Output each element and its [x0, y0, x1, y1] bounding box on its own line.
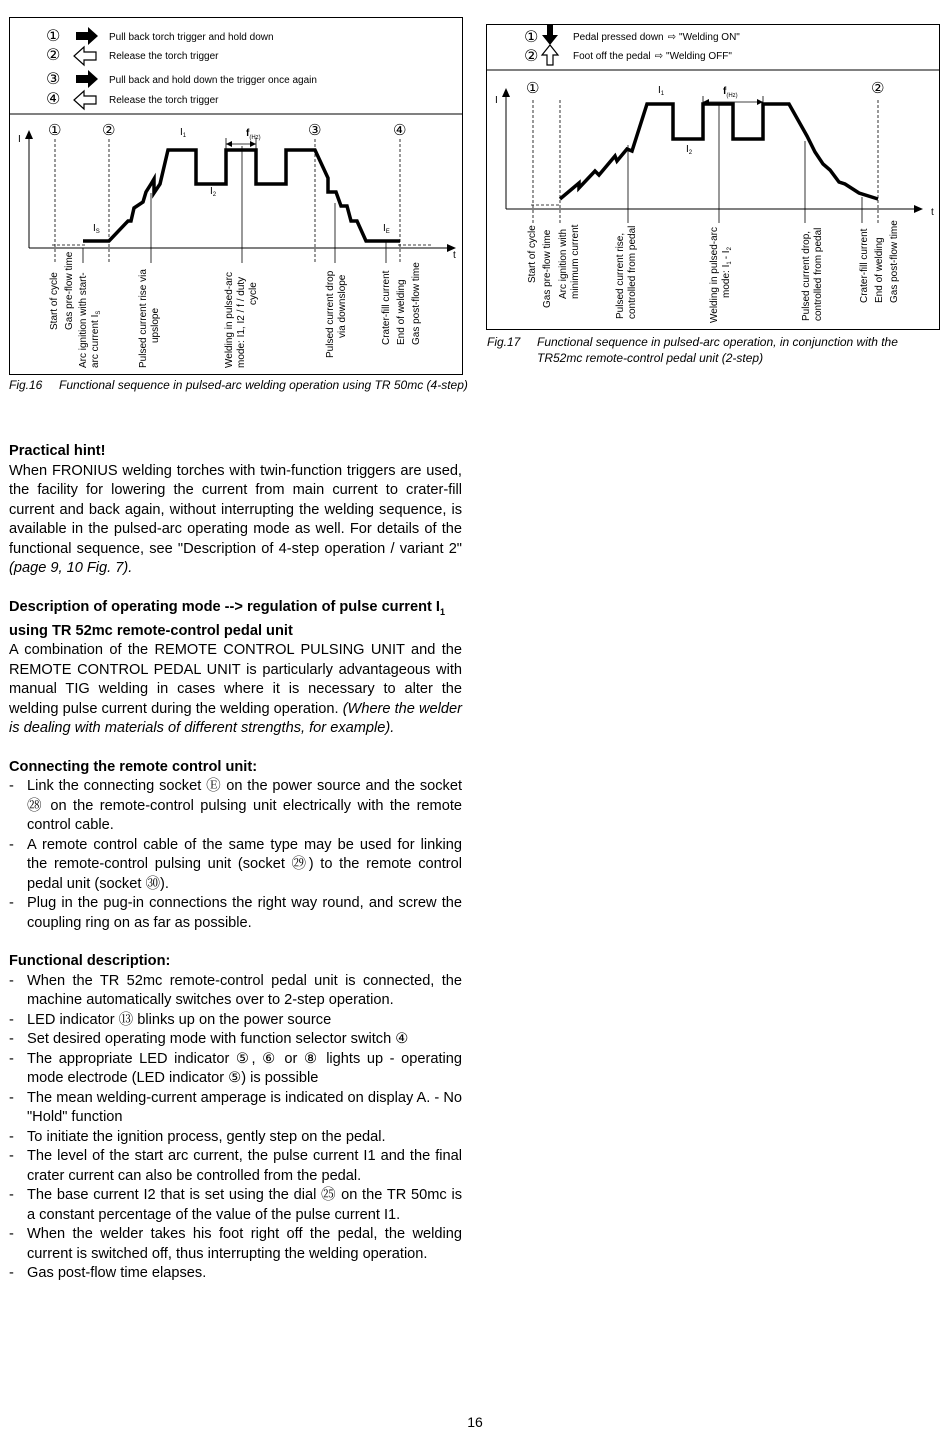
fig16-legend-num-2: ②	[46, 47, 61, 64]
fig16-legend-num-4: ④	[46, 91, 61, 108]
fig17-vlabel-crater: Crater-fill current End of welding Gas post-flow time	[859, 220, 900, 303]
fig17-vlabel-rise: Pulsed current rise, controlled from pedal	[615, 225, 638, 319]
operating-mode-body: A combination of the REMOTE CONTROL PULSING UNIT and the REMOTE CONTROL PEDAL UNIT is particularly advantageous with manual TIG welding in cases where it is necessary to alter the welding pulse current during the welding operation. (Where the welder is dealing with materials of different strengths, for example).	[9, 642, 462, 737]
fig16-i1-label: $I_1$	[180, 127, 187, 139]
functional-title: Functional description:	[9, 953, 171, 970]
list-item: - Gas post-flow time elapses.	[9, 1264, 462, 1284]
list-item: - The base current I2 that is set using the dial ㉕ on the TR 50mc is a constant percentage of the value of the pulse current I1.	[9, 1186, 462, 1225]
list-item: - The level of the start arc current, the pulse current I1 and the final crater current can also be controlled from the pedal.	[9, 1147, 462, 1186]
fig17-caption	[487, 334, 927, 366]
connecting-title: Connecting the remote control unit:	[9, 758, 258, 775]
fig16-legend-text-1: Pull back torch trigger and hold down	[109, 32, 274, 43]
fig16-f-label: $f_{(Hz)}$	[246, 128, 261, 141]
filled-arrow-icon	[76, 70, 98, 88]
list-item: - Plug in the pug-in connections the right way round, and screw the coupling ring on as far as possible.	[9, 894, 462, 933]
practical-hint-title: Practical hint!	[9, 443, 106, 459]
list-item: - LED indicator ⑬ blinks up on the power source	[9, 1011, 462, 1031]
fig16-legend-text-2: Release the torch trigger	[109, 51, 219, 62]
fig17-axis-t: t	[931, 207, 934, 218]
fig17-legend-num-1: ①	[524, 29, 539, 46]
fig16-vlabel-welding: Welding in pulsed-arc mode: I1, I2 / f / duty cycle	[224, 272, 259, 368]
fig16-diagram	[10, 18, 462, 374]
fig17-i1-label: $I_1$	[658, 85, 665, 97]
fig16-i2-label: $I_2$	[210, 186, 217, 198]
practical-hint-body: When FRONIUS welding torches with twin-function triggers are used, the facility for lowering the current from main current to crater-fill current and back again, without interrupting the welding sequence, is available in the pulsed-arc operating mode as well. For details of the functional sequence, see "Description of 4-step operation / variant 2" (page 9, 10 Fig. 7).	[9, 462, 462, 576]
fig16-vlabel-arc-ignition: Arc ignition with start- arc current $I_S$	[78, 272, 102, 368]
fig16-axis-i: I	[18, 134, 21, 145]
fig17-marker-2: ②	[871, 80, 885, 97]
list-item: - When the TR 52mc remote-control pedal unit is connected, the machine automatically switches over to 2-step operation.	[9, 972, 462, 1011]
fig17-vlabel-start: Start of cycle Gas pre-flow time	[527, 225, 553, 308]
fig17-legend-num-2: ②	[524, 48, 539, 65]
fig16-frame	[9, 17, 463, 375]
fig17-frame	[486, 24, 940, 330]
fig16-marker-3: ③	[308, 122, 322, 139]
fig17-axis-i: I	[495, 95, 498, 106]
filled-arrow-icon	[76, 27, 98, 45]
fig16-marker-4: ④	[393, 122, 407, 139]
functional-section	[9, 952, 462, 1284]
connecting-list	[9, 777, 462, 933]
fig16-caption	[9, 377, 469, 393]
fig16-legend-num-3: ③	[46, 71, 61, 88]
fig16-caption-num: Fig.16	[9, 378, 43, 392]
practical-hint-section	[9, 442, 462, 579]
fig16-current-waveform	[83, 150, 400, 241]
hollow-arrow-icon	[74, 47, 96, 65]
fig17-caption-num: Fig.17	[487, 335, 521, 349]
list-item: - Link the connecting socket Ⓔ on the power source and the socket ㉘ on the remote-control pulsing unit electrically with the remote control cable.	[9, 777, 462, 836]
fig16-vlabel-rise: Pulsed current rise via upslope	[138, 269, 161, 368]
hollow-up-arrow-icon	[542, 45, 558, 65]
operating-mode-title: Description of operating mode --> regulation of pulse current $I_1$ using TR 52mc remote-control pedal unit	[9, 598, 445, 639]
filled-down-arrow-icon	[542, 25, 558, 45]
hollow-arrow-icon	[74, 91, 96, 109]
list-item: - The appropriate LED indicator ⑤, ⑥ or ⑧ lights up - operating mode electrode (LED indicator ⑤) is possible	[9, 1050, 462, 1089]
fig16-caption-text: Functional sequence in pulsed-arc welding operation using TR 50mc (4-step)	[59, 378, 468, 392]
fig17-marker-1: ①	[526, 80, 540, 97]
connecting-section	[9, 758, 462, 934]
fig17-i2-label: $I_2$	[686, 144, 693, 156]
fig17-legend-text-2: Foot off the pedal ⇨ "Welding OFF"	[573, 51, 732, 62]
fig16-marker-2: ②	[102, 122, 116, 139]
fig17-vlabel-drop: Pulsed current drop, controlled from pedal	[801, 227, 824, 321]
list-item: - A remote control cable of the same type may be used for linking the remote-control pulsing unit (socket ㉙) to the remote control pedal unit (socket ㉚).	[9, 836, 462, 895]
fig16-ie-label: $I_E$	[383, 223, 390, 235]
fig17-legend-text-1: Pedal pressed down ⇨ "Welding ON"	[573, 32, 740, 43]
operating-mode-section	[9, 598, 462, 739]
fig16-vlabel-crater: Crater-fill current End of welding Gas post-flow time	[381, 262, 422, 345]
fig16-axis-t: t	[453, 250, 456, 261]
fig16-is-label: $I_S$	[93, 223, 100, 235]
fig17-caption-text: Functional sequence in pulsed-arc operation, in conjunction with the TR52mc remote-control pedal unit (2-step)	[537, 335, 898, 365]
list-item: - The mean welding-current amperage is indicated on display A. - No "Hold" function	[9, 1089, 462, 1128]
list-item: - Set desired operating mode with function selector switch ④	[9, 1030, 462, 1050]
fig16-legend-num-1: ①	[46, 28, 61, 45]
fig16-marker-1: ①	[48, 122, 62, 139]
fig16-legend-text-4: Release the torch trigger	[109, 95, 219, 106]
functional-list	[9, 972, 462, 1284]
body-text	[9, 442, 462, 1303]
fig16-legend-text-3: Pull back and hold down the trigger once again	[109, 75, 317, 86]
page-number: 16	[467, 1414, 483, 1430]
fig17-f-label: $f_{(Hz)}$	[723, 86, 738, 99]
fig16-vlabel-start: Start of cycle Gas pre-flow time	[49, 251, 75, 330]
fig17-vlabel-welding: Welding in pulsed-arc mode: $I_1-$ $I_2$	[709, 227, 733, 323]
fig16-vlabel-drop: Pulsed current drop via downslope	[325, 270, 348, 358]
list-item: - When the welder takes his foot right off the pedal, the welding current is switched off, thus interrupting the welding operation.	[9, 1225, 462, 1264]
list-item: - To initiate the ignition process, gently step on the pedal.	[9, 1128, 462, 1148]
fig17-vlabel-arc-ignition: Arc ignition with minimum current	[558, 224, 581, 299]
fig17-diagram	[487, 25, 939, 329]
